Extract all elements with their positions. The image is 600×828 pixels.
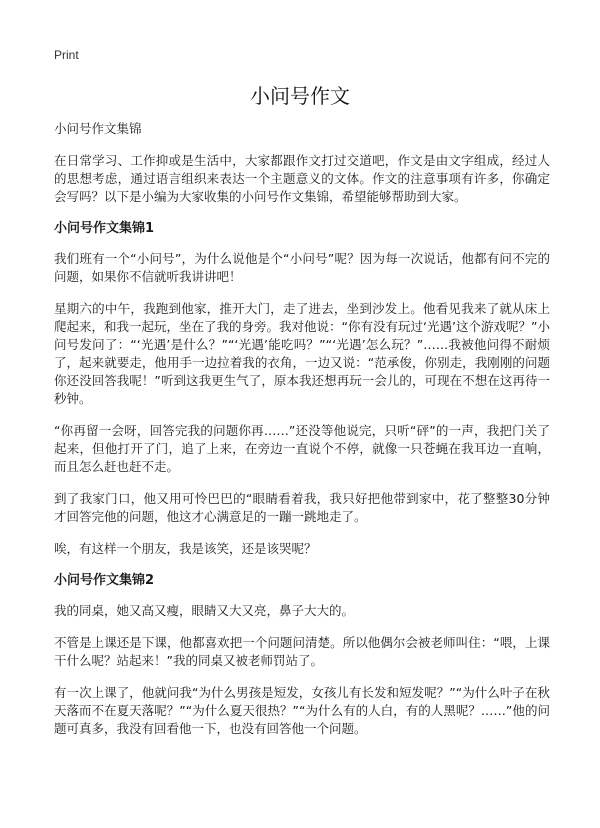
print-link[interactable]: Print — [54, 48, 79, 62]
intro-paragraph: 在日常学习、工作抑或是生活中，大家都跟作文打过交道吧，作文是由文字组成，经过人的思想考虑，通过语言组织来表达一个主题意义的文体。作文的注意事项有许多，你确定会写吗？以下是小编为大家收集的小问号作文集锦，希望能够帮助到大家。 — [54, 153, 550, 204]
paragraph: “你再留一会呀，回答完我的问题你再……”还没等他说完，只听“砰”的一声，我把门关了起来，但他打开了门，追了上来，在旁边一直说个不停，就像一只苍蝇在我耳边一直响，而且怎么赶也赶不走。 — [54, 423, 550, 474]
section-heading: 小问号作文集锦1 — [54, 221, 155, 236]
section-heading: 小问号作文集锦2 — [54, 573, 155, 588]
paragraph: 我的同桌，她又高又瘦，眼睛又大又亮，鼻子大大的。 — [54, 603, 355, 618]
document-body — [54, 120, 550, 752]
essay-section-2 — [54, 572, 550, 738]
essay-section-1 — [54, 220, 550, 558]
paragraph: 不管是上课还是下课，他都喜欢把一个问题问清楚。所以他偶尔会被老师叫住：“喂，上课干什么呢？站起来！”我的同桌又被老师罚站了。 — [54, 635, 550, 668]
page-title: 小问号作文 — [250, 84, 350, 108]
paragraph: 有一次上课了，他就问我“为什么男孩是短发，女孩儿有长发和短发呢？”“为什么叶子在秋天落而不在夏天落呢？”“为什么夏天很热？”“为什么有的人白，有的人黑呢？……”他的问题可真多，我没有回看他一下，也没有回答他一个问题。 — [54, 685, 550, 736]
document-subtitle: 小问号作文集锦 — [54, 121, 142, 136]
paragraph: 唉，有这样一个朋友，我是该笑，还是该哭呢？ — [54, 541, 317, 556]
paragraph: 星期六的中午，我跑到他家，推开大门，走了进去，坐到沙发上。他看见我来了就从床上爬起来，和我一起玩，坐在了我的身旁。我对他说：“你有没有玩过‘光遇’这个游戏呢？”小问号发问了：“‘光遇’是什么？”“‘光遇’能吃吗？”“‘光遇’怎么玩？”……我被他问得不耐烦了，起来就要走，他用手一边拉着我的衣角，一边又说：“范承俊，你别走，我刚刚的问题你还没回答我呢！”听到这我更生气了，原本我还想再玩一会儿的，可现在不想在这再待一秒钟。 — [54, 301, 550, 406]
paragraph: 到了我家门口，他又用可怜巴巴的“眼睛看着我，我只好把他带到家中，花了整整30分钟才回答完他的问题，他这才心满意足的一蹦一跳地走了。 — [54, 491, 550, 524]
paragraph: 我们班有一个“小问号”，为什么说他是个“小问号”呢？因为每一次说话，他都有问不完的问题，如果你不信就听我讲讲吧！ — [54, 251, 550, 284]
